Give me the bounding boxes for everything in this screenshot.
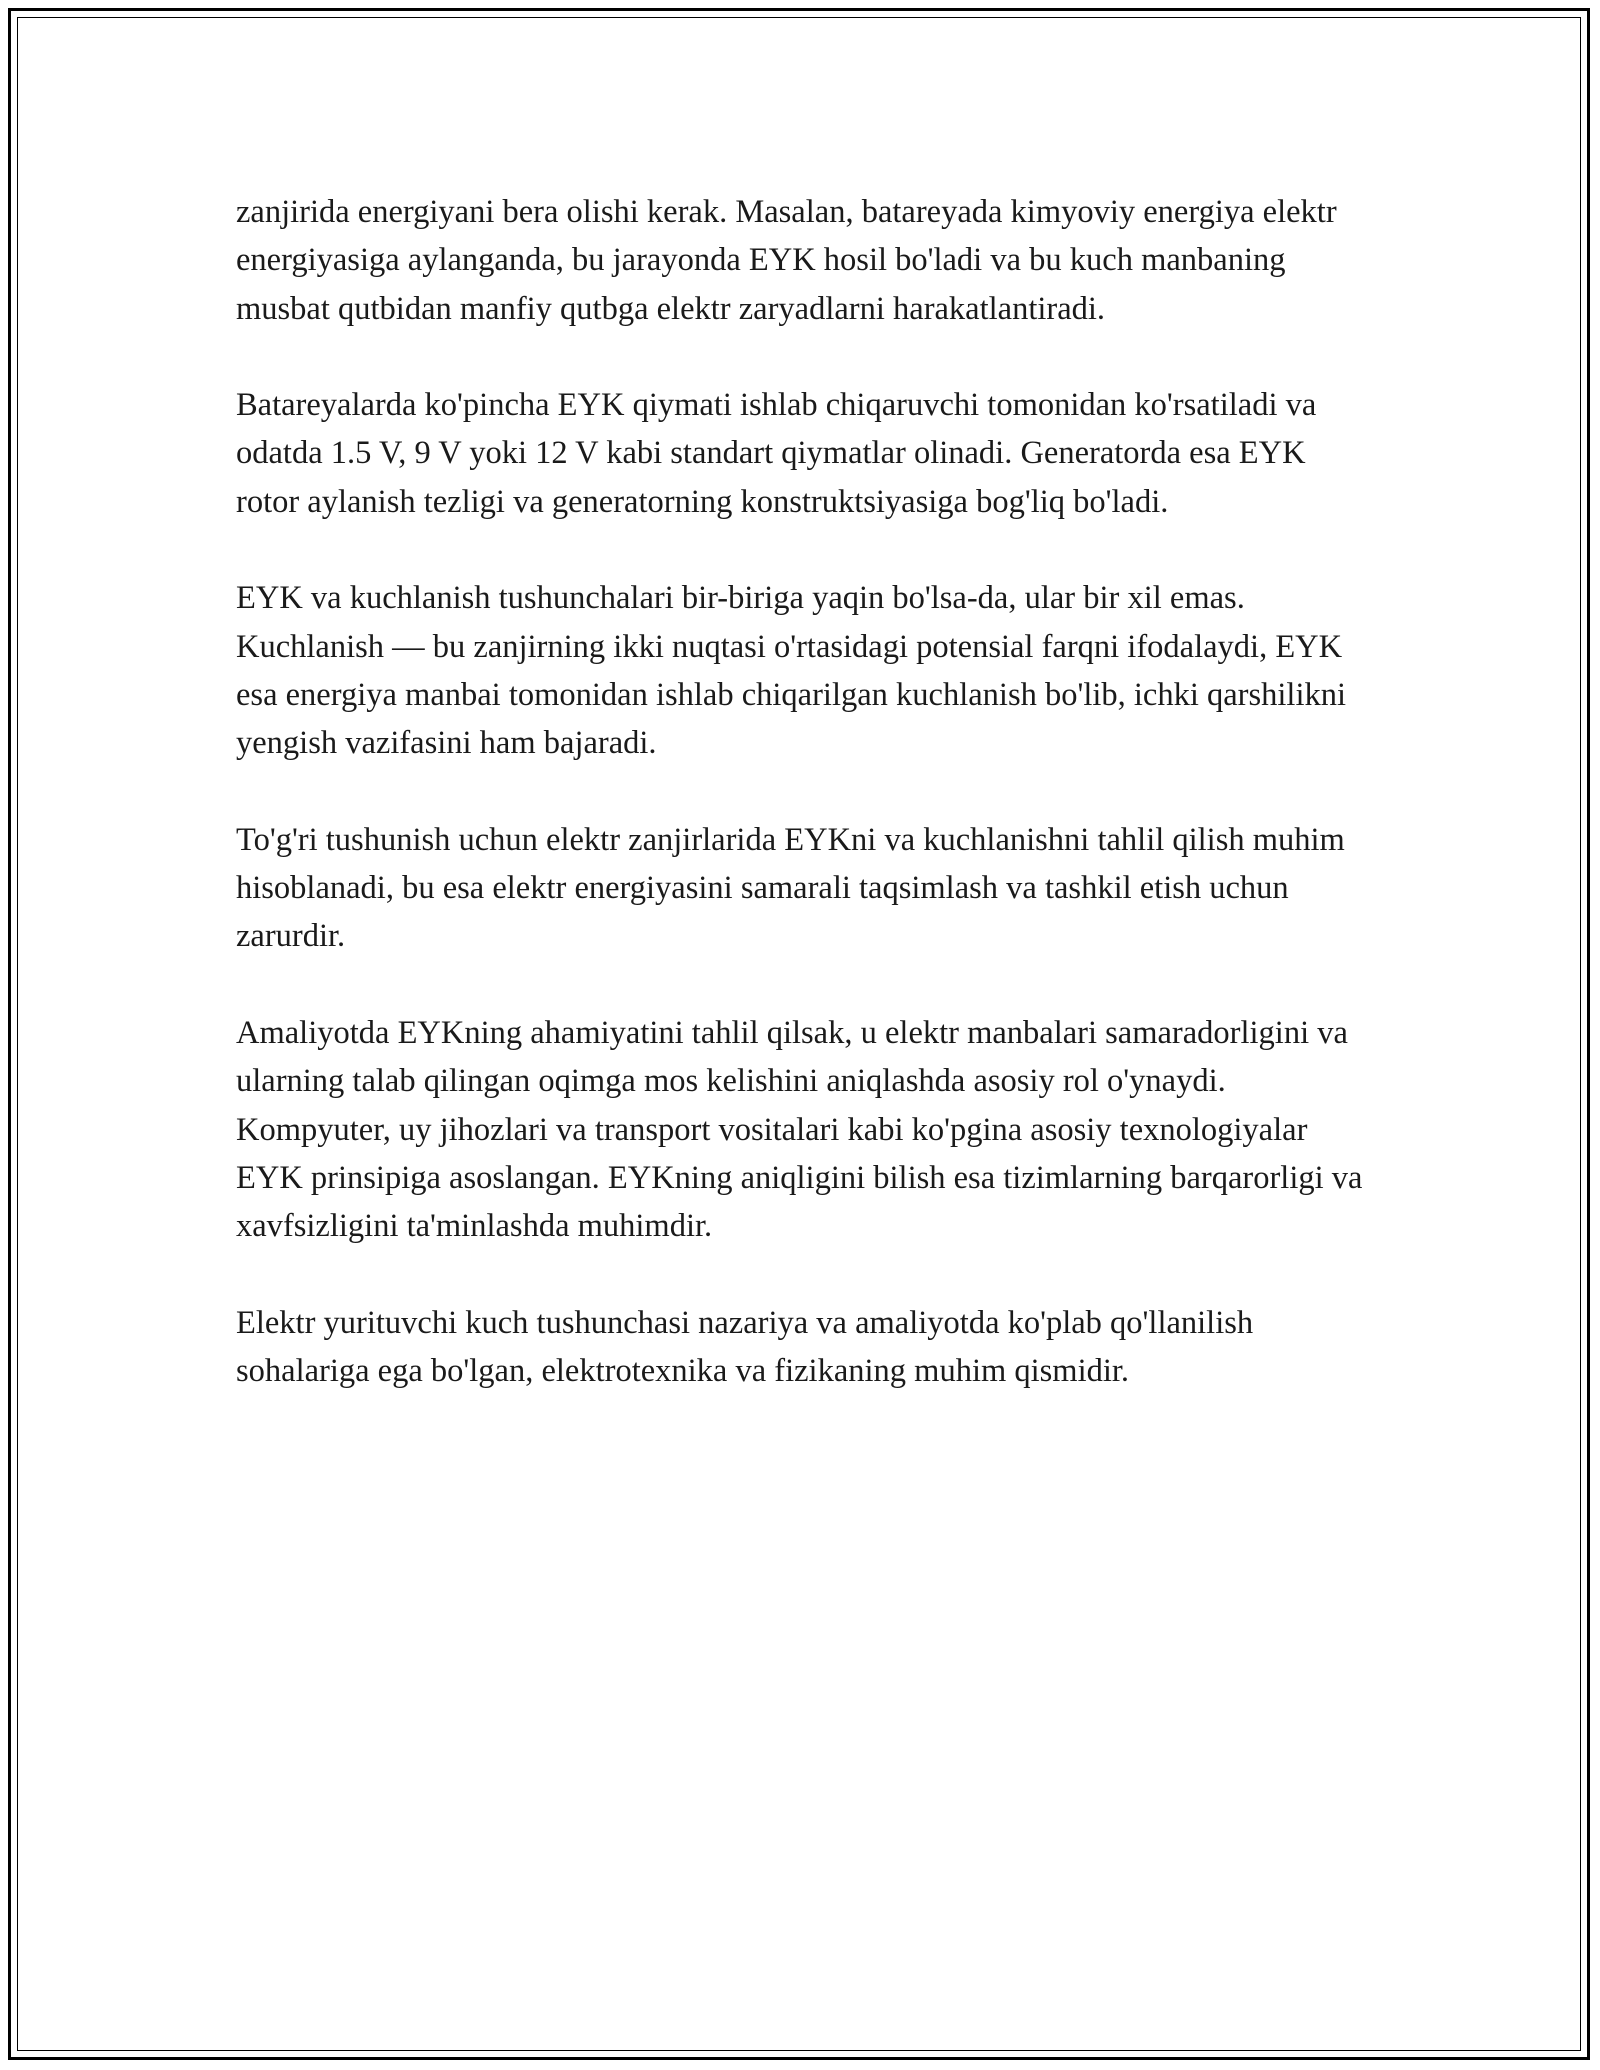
paragraph-4: To'g'ri tushunish uchun elektr zanjirlarida EYKni va kuchlanishni tahlil qilish muhim hisoblanadi, bu esa elektr energiyasini samarali taqsimlash va tashkil etish uchun zarurdir. bbox=[236, 821, 1345, 955]
paragraph-3: EYK va kuchlanish tushunchalari bir-biriga yaqin bo'lsa-da, ular bir xil emas. Kuchlanish — bu zanjirning ikki nuqtasi o'rtasidagi potensial farqni ifodalaydi, EYK esa energiya manbai tomonidan ishlab chiqarilgan kuchlanish bo'lib, ichki qarshilikni yengish vazifasini ham bajaradi. bbox=[236, 580, 1346, 762]
paragraph-2: Batareyalarda ko'pincha EYK qiymati ishlab chiqaruvchi tomonidan ko'rsatiladi va odatda 1.5 V, 9 V yoki 12 V kabi standart qiymatlar olinadi. Generatorda esa EYK rotor aylanish tezligi va generatorning konstruktsiyasiga bog'liq bo'ladi. bbox=[236, 387, 1317, 520]
paragraph-1: zanjirida energiyani bera olishi kerak. Masalan, batareyada kimyoviy energiya elektr energiyasiga aylanganda, bu jarayonda EYK hosil bo'ladi va bu kuch manbaning musbat qutbidan manfiy qutbga elektr zaryadlarni harakatlantiradi. bbox=[236, 194, 1337, 327]
paragraph-5: Amaliyotda EYKning ahamiyatini tahlil qilsak, u elektr manbalari samaradorligini va ularning talab qilingan oqimga mos kelishini aniqlashda asosiy rol o'ynaydi. Kompyuter, uy jihozlari va transport vositalari kabi ko'pgina asosiy texnologiyalar EYK prinsipiga asoslangan. EYKning aniqligini bilish esa tizimlarning barqarorligi va xavfsizligini ta'minlashda muhimdir. bbox=[236, 1015, 1363, 1245]
document-body bbox=[236, 188, 1366, 1444]
paragraph-6: Elektr yurituvchi kuch tushunchasi nazariya va amaliyotda ko'plab qo'llanilish sohalariga ega bo'lgan, elektrotexnika va fizikaning muhim qismidir. bbox=[236, 1304, 1254, 1390]
